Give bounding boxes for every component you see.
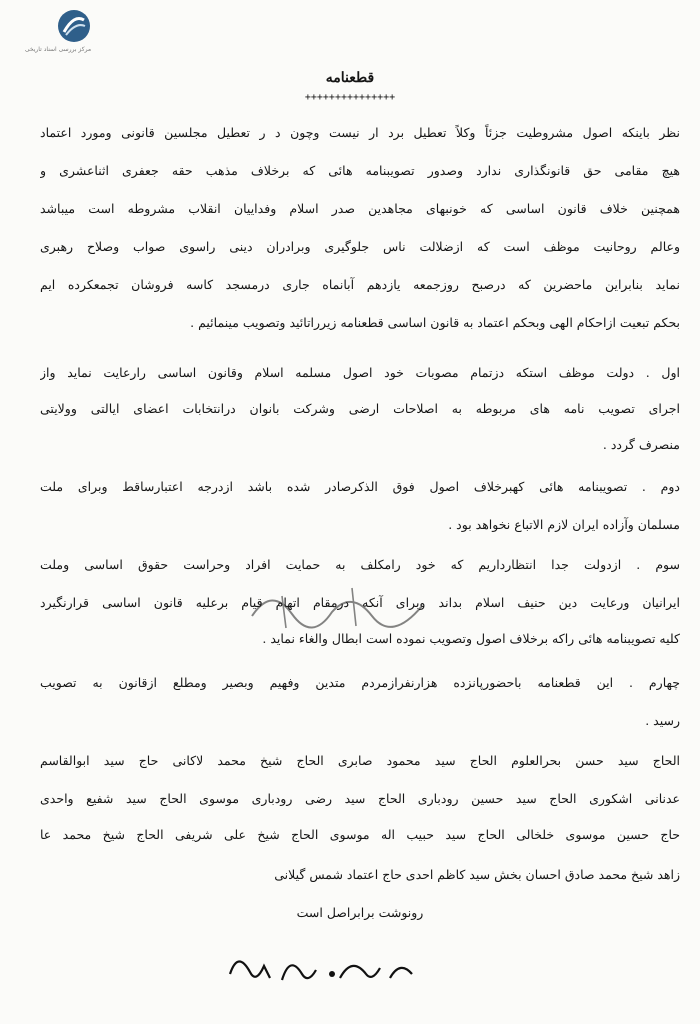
text-line: دوم . تصویبنامه هائی کهبرخلاف اصول فوق الذکرصادر شده باشد ازدرجه اعتبارساقط وبرای ملت	[40, 479, 680, 494]
title-rule: +++++++++++++++	[304, 92, 396, 103]
text-line: منصرف گردد .	[602, 437, 680, 452]
text-line: هیچ مقامی حق قانونگذاری ندارد وصدور تصویبنامه هائی که برخلاف مذهب حقه جعفری اثناعشری و	[40, 163, 680, 178]
archive-emblem-icon	[56, 8, 92, 44]
text-line: اجرای تصویب نامه های مربوطه به اصلاحات ارضی وشرکت بانوان درانتخابات اعضای ایالتی وولایتی	[40, 401, 680, 416]
handwritten-signature	[220, 944, 430, 990]
text-line: رسید .	[645, 713, 680, 728]
copy-certification: رونوشت برابراصل است	[296, 905, 424, 920]
handwritten-annotation	[232, 576, 442, 636]
text-line: مسلمان وآزاده ایران لازم الاتباع نخواهد بود .	[448, 517, 680, 532]
text-line: نظر باینکه اصول مشروطیت جزئاً وکلاً تعطیل برد ار نیست وچون د ر تعطیل مجلسین قانونی ومورد اعتماد	[40, 125, 680, 140]
document-title: قطعنامه	[325, 70, 375, 86]
text-line: بحکم تبعیت ازاحکام الهی وبحکم اعتماد به قانون اساسی قطعنامه زیرراتائید وتصویب مینمائیم .	[190, 315, 680, 330]
text-line: چهارم . این قطعنامه باحضورپانزده هزارنفرازمردم متدین وفهیم وبصیر ومطلع ازقانون به تصویب	[40, 675, 680, 690]
signatory-line: الحاج سید حسن بحرالعلوم الحاج سید محمود صابری الحاج شیخ محمد لاکانی حاج سید ابوالقاسم	[40, 753, 680, 768]
archive-logo	[10, 8, 106, 60]
text-line: ایرانیان ورعایت دین حنیف اسلام بداند وبرای آنکه درمقام اتهام قیام برعلیه قانون اساسی قرارنگیرد	[40, 595, 680, 610]
signatory-line: حاج حسین موسوی خلخالی الحاج سید حبیب اله موسوی الحاج شیخ علی شریفی الحاج شیخ محمد عا	[40, 827, 680, 842]
text-line: کلیه تصویبنامه هائی راکه برخلاف اصول وتصویب نموده است ابطال والغاء نماید .	[262, 631, 680, 646]
logo-caption: مرکز بررسی اسناد تاریخی	[24, 46, 92, 53]
text-line: همچنین خلاف قانون اساسی که خونبهای مجاهدین صدر اسلام وفداییان انقلاب مشروطه است میباشد	[40, 201, 680, 216]
text-line: سوم . ازدولت جدا انتظارداریم که خود رامکلف به حمایت افراد وحراست حقوق اساسی وملت	[40, 557, 680, 572]
text-line: نماید بنابراین ماحضرین که درصبح روزجمعه یازدهم آبانماه جاری درمسجد کاسه فروشان تجمعکرده ایم	[40, 277, 680, 292]
signatory-line: زاهد شیخ محمد صادق احسان بخش سید کاظم احدی حاج اعتماد شمس گیلانی	[274, 867, 680, 882]
signatory-line: عدنانی اشکوری الحاج سید حسین رودباری الحاج سید رضی رودباری موسوی الحاج سید شفیع واحدی	[40, 791, 680, 806]
text-line: اول . دولت موظف استکه دزتمام مصوبات خود اصول مسلمه اسلام وقانون اساسی رارعایت نماید واز	[40, 365, 680, 380]
text-line: وعالم روحانیت موظف است که ازضلالت ناس جلوگیری وبرادران دینی راسوی صواب وصلاح رهبری	[40, 239, 680, 254]
